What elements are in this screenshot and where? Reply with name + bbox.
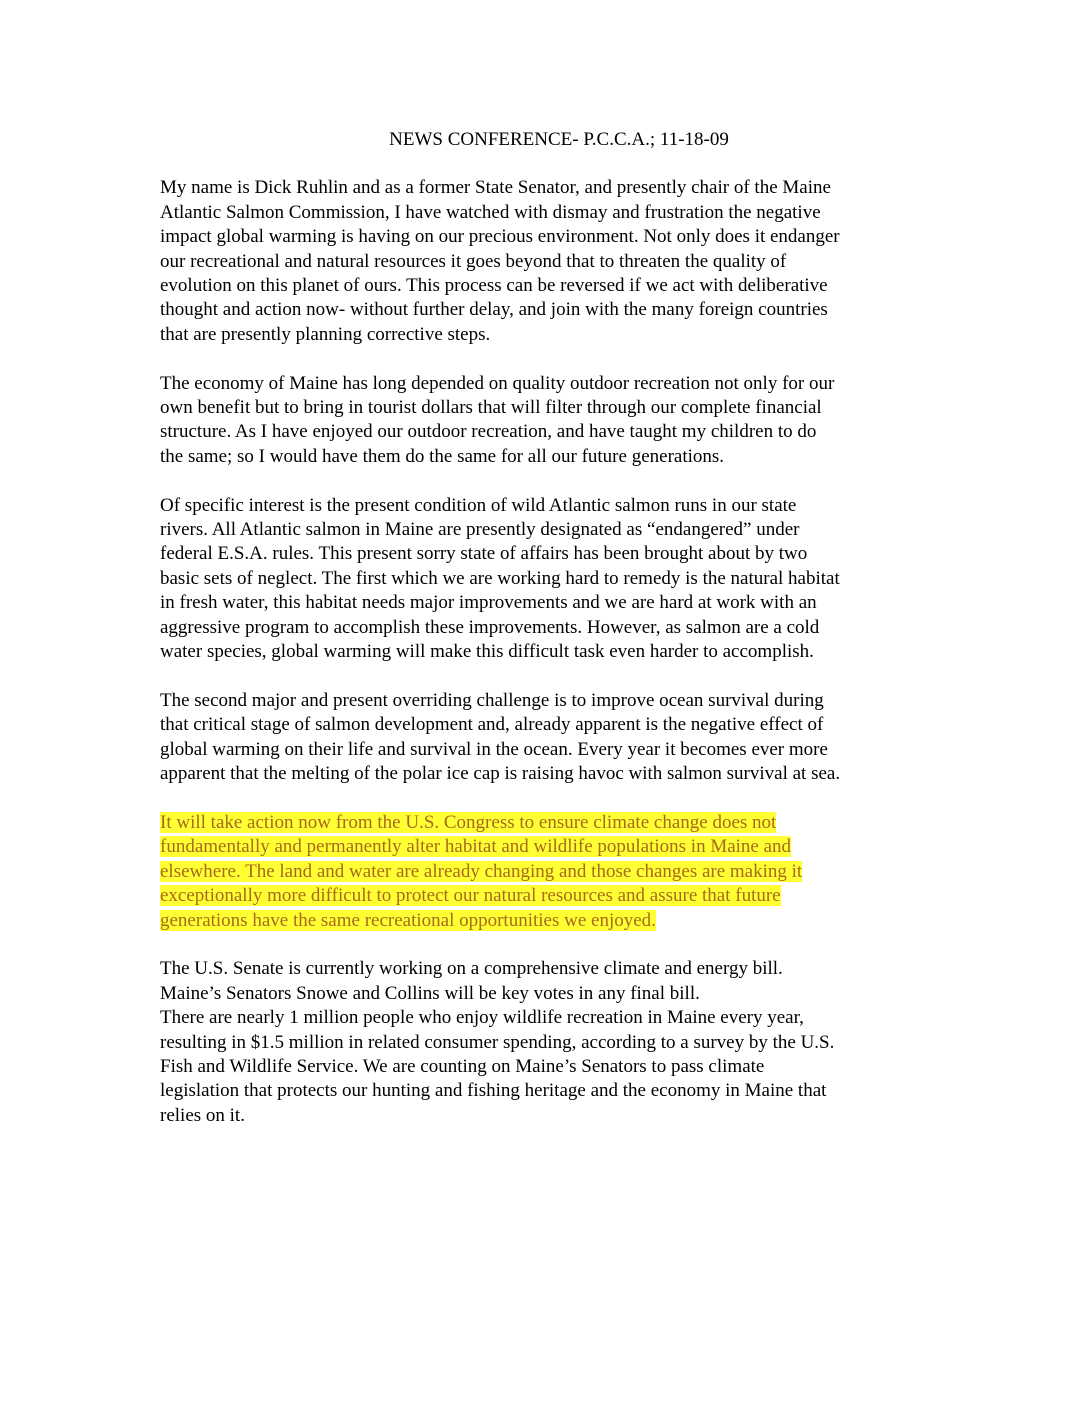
paragraph-line: Fish and Wildlife Service. We are counting on Maine’s Senators to pass climate [160,1055,765,1077]
paragraph-ocean-survival [160,689,930,787]
paragraph-line: thought and action now- without further delay, and join with the many foreign countries [160,299,828,321]
paragraph-line: apparent that the melting of the polar ice cap is raising havoc with salmon survival at sea. [160,763,841,785]
paragraph-salmon-condition [160,494,930,665]
paragraph-line: Atlantic Salmon Commission, I have watched with dismay and frustration the negative [160,201,821,223]
paragraph-line: relies on it. [160,1104,245,1126]
highlighted-line: generations have the same recreational opportunities we enjoyed. [160,909,656,931]
highlighted-line: exceptionally more difficult to protect our natural resources and assure that future [160,885,781,907]
paragraph-line: own benefit but to bring in tourist dollars that will filter through our complete financial [160,397,822,419]
paragraph-line: that are presently planning corrective steps. [160,323,491,345]
paragraph-introduction [160,176,930,347]
paragraph-line: structure. As I have enjoyed our outdoor recreation, and have taught my children to do [160,421,817,443]
paragraph-line: our recreational and natural resources it goes beyond that to threaten the quality of [160,250,787,272]
paragraph-senate-bill [160,957,930,1128]
paragraph-line: resulting in $1.5 million in related consumer spending, according to a survey by the U.S. [160,1031,835,1053]
paragraph-economy [160,372,930,470]
paragraph-line: the same; so I would have them do the same for all our future generations. [160,445,725,467]
paragraph-line: Of specific interest is the present condition of wild Atlantic salmon runs in our state [160,494,797,516]
paragraph-line: Maine’s Senators Snowe and Collins will be key votes in any final bill. [160,982,700,1004]
paragraph-line: federal E.S.A. rules. This present sorry state of affairs has been brought about by two [160,543,808,565]
paragraph-line: global warming on their life and survival in the ocean. Every year it becomes ever more [160,738,828,760]
paragraph-highlighted-congress [160,811,930,933]
paragraph-line: that critical stage of salmon development and, already apparent is the negative effect of [160,714,824,736]
paragraph-line: There are nearly 1 million people who enjoy wildlife recreation in Maine every year, [160,1007,804,1029]
paragraph-line: aggressive program to accomplish these improvements. However, as salmon are a cold [160,616,820,638]
document-body [160,128,930,1128]
paragraph-line: rivers. All Atlantic salmon in Maine are presently designated as “endangered” under [160,519,800,541]
highlighted-line: elsewhere. The land and water are already changing and those changes are making it [160,860,803,882]
paragraph-line: The U.S. Senate is currently working on a comprehensive climate and energy bill. [160,958,783,980]
paragraph-line: My name is Dick Ruhlin and as a former State Senator, and presently chair of the Maine [160,177,831,199]
paragraph-line: water species, global warming will make this difficult task even harder to accomplish. [160,641,814,663]
paragraph-line: The second major and present overriding challenge is to improve ocean survival during [160,689,824,711]
paragraph-line: in fresh water, this habitat needs major improvements and we are hard at work with an [160,592,817,614]
highlighted-line: It will take action now from the U.S. Congress to ensure climate change does not [160,811,777,833]
paragraph-line: legislation that protects our hunting and fishing heritage and the economy in Maine that [160,1080,827,1102]
page-title: NEWS CONFERENCE- P.C.C.A.; 11-18-09 [389,129,729,150]
paragraph-line: basic sets of neglect. The first which we are working hard to remedy is the natural habitat [160,567,840,589]
paragraph-line: evolution on this planet of ours. This process can be reversed if we act with deliberative [160,275,828,297]
paragraph-line: The economy of Maine has long depended on quality outdoor recreation not only for our [160,372,835,394]
paragraph-line: impact global warming is having on our precious environment. Not only does it endanger [160,226,840,248]
highlighted-line: fundamentally and permanently alter habitat and wildlife populations in Maine and [160,836,792,858]
